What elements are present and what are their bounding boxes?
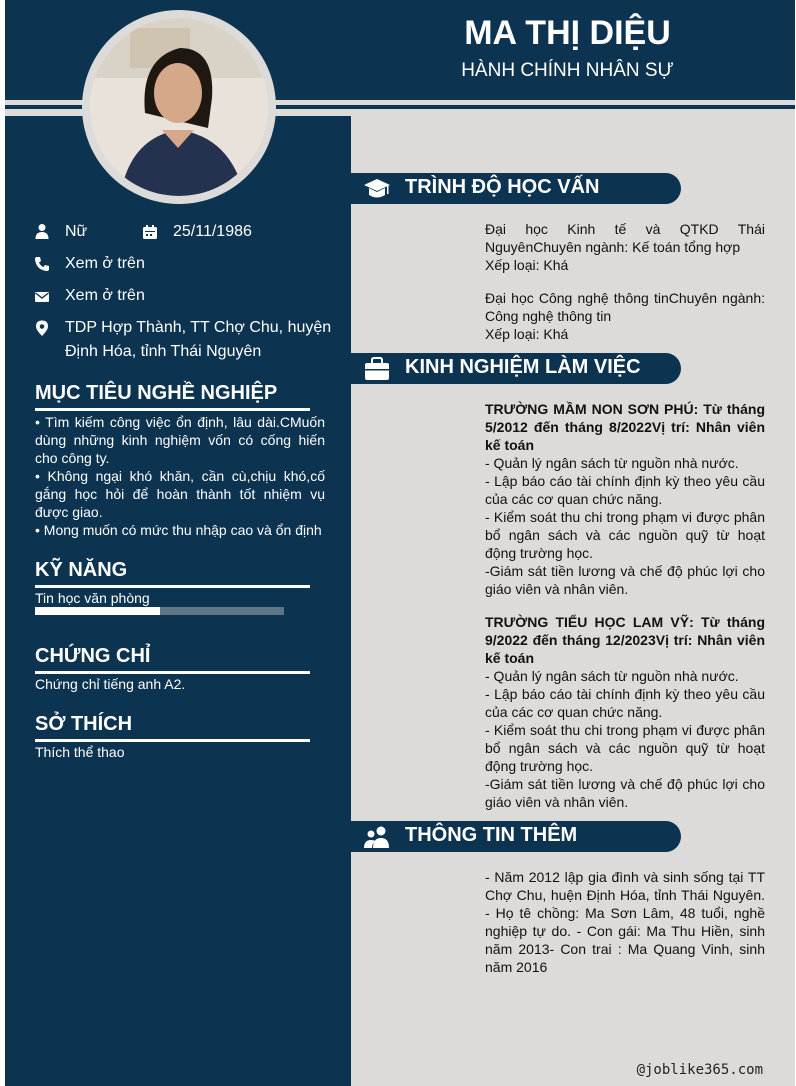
hobbies-text: Thích thể thao bbox=[35, 744, 125, 760]
education-school: Đại học Công nghệ thông tinChuyên ngành: Công nghệ thông tin bbox=[485, 290, 765, 324]
job-duty: - Lập báo cáo tài chính định kỳ theo yêu cầu của các cơ quan chức năng. bbox=[485, 473, 765, 507]
skill-level-fill bbox=[35, 607, 160, 615]
education-school: Đại học Kinh tế và QTKD Thái NguyênChuyên ngành: Kế toán tổng hợp bbox=[485, 221, 765, 255]
skills-heading: KỸ NĂNG bbox=[35, 559, 128, 581]
objective-line: • Không ngại khó khăn, cần cù,chịu khó,cố gắng học hỏi để hoàn thành tốt nhiệm vụ được giao. bbox=[35, 468, 325, 520]
additional-heading: THÔNG TIN THÊM bbox=[405, 824, 578, 846]
additional-section-tab bbox=[351, 821, 681, 852]
calendar-icon bbox=[142, 224, 158, 240]
education-grade: Xếp loại: Khá bbox=[485, 257, 569, 273]
email-value: Xem ở trên bbox=[65, 287, 145, 304]
certificates-rule bbox=[35, 671, 310, 674]
job-title: TRƯỜNG TIỂU HỌC LAM VỸ: Từ tháng 9/2022 đến tháng 12/2023Vị trí: Nhân viên kế toán bbox=[485, 614, 765, 666]
objective-heading: MỤC TIÊU NGHỀ NGHIỆP bbox=[35, 382, 278, 404]
education-heading: TRÌNH ĐỘ HỌC VẤN bbox=[405, 176, 600, 198]
avatar-photo bbox=[90, 18, 268, 196]
objective-text bbox=[35, 413, 325, 539]
job-entry bbox=[485, 613, 765, 811]
avatar bbox=[90, 18, 268, 196]
candidate-position: HÀNH CHÍNH NHÂN SỰ bbox=[461, 60, 674, 81]
job-duty: - Lập báo cáo tài chính định kỳ theo yêu cầu của các cơ quan chức năng. bbox=[485, 686, 765, 720]
education-entry bbox=[485, 220, 765, 274]
objective-line: • Tìm kiếm công việc ổn định, lâu dài.CMuốn dùng những kinh nghiệm vốn có cống hiến cho công ty. bbox=[35, 414, 325, 466]
objective-rule bbox=[35, 408, 310, 411]
person-icon bbox=[34, 223, 50, 239]
cv-page bbox=[5, 0, 795, 1086]
gender-value: Nữ bbox=[65, 223, 88, 240]
phone-icon bbox=[34, 256, 50, 272]
job-duty: - Kiểm soát thu chi trong phạm vi được phân bổ ngân sách và các nguồn quỹ từ hoạt động trường học. bbox=[485, 509, 765, 561]
mail-icon bbox=[34, 289, 50, 305]
additional-text: - Năm 2012 lập gia đình và sinh sống tại TT Chợ Chu, huện Định Hóa, tỉnh Thái Nguyên. - Họ tê chồng: Ma Sơn Lâm, 48 tuổi, nghề nghiệp tự do. - Con gái: Ma Thu Hiền, sinh năm 2013- Con trai : Ma Quang Vinh, sinh năm 2016 bbox=[485, 869, 765, 975]
briefcase-icon bbox=[363, 355, 391, 383]
users-icon bbox=[363, 823, 391, 851]
phone-value: Xem ở trên bbox=[65, 255, 145, 272]
graduation-cap-icon bbox=[363, 175, 391, 203]
job-duty: - Quản lý ngân sách từ nguồn nhà nước. bbox=[485, 455, 739, 471]
skills-rule bbox=[35, 585, 310, 588]
job-title: TRƯỜNG MẦM NON SƠN PHÚ: Từ tháng 5/2012 đến tháng 8/2022Vị trí: Nhân viên kế toán bbox=[485, 401, 765, 453]
education-section-tab bbox=[351, 173, 681, 204]
job-duty: -Giám sát tiền lương và chế độ phúc lợi cho giáo viên và nhân viên. bbox=[485, 563, 765, 597]
objective-line: • Mong muốn có mức thu nhập cao và ổn định bbox=[35, 522, 322, 538]
education-grade: Xếp loại: Khá bbox=[485, 326, 569, 342]
job-entry bbox=[485, 400, 765, 598]
candidate-name: MA THỊ DIỆU bbox=[464, 14, 671, 52]
job-duty: - Kiểm soát thu chi trong phạm vi được phân bổ ngân sách và các nguồn quỹ từ hoạt động trường học. bbox=[485, 722, 765, 774]
job-duty: -Giám sát tiền lương và chế độ phúc lợi cho giáo viên và nhân viên. bbox=[485, 776, 765, 810]
skill-name: Tin học văn phòng bbox=[35, 590, 150, 606]
watermark: @joblike365.com bbox=[636, 1062, 763, 1078]
education-entry bbox=[485, 289, 765, 343]
hobbies-heading: SỞ THÍCH bbox=[35, 713, 133, 735]
certificates-text: Chứng chỉ tiếng anh A2. bbox=[35, 676, 186, 692]
experience-section-tab bbox=[351, 353, 681, 384]
hobbies-rule bbox=[35, 739, 310, 742]
skill-level-bar bbox=[35, 607, 284, 615]
location-icon bbox=[34, 320, 50, 336]
address-value: TDP Hợp Thành, TT Chợ Chu, huyện Định Hóa, tỉnh Thái Nguyên bbox=[65, 319, 332, 360]
birthday-value: 25/11/1986 bbox=[173, 223, 252, 240]
experience-heading: KINH NGHIỆM LÀM VIỆC bbox=[405, 356, 641, 378]
certificates-heading: CHỨNG CHỈ bbox=[35, 645, 151, 667]
job-duty: - Quản lý ngân sách từ nguồn nhà nước. bbox=[485, 668, 739, 684]
